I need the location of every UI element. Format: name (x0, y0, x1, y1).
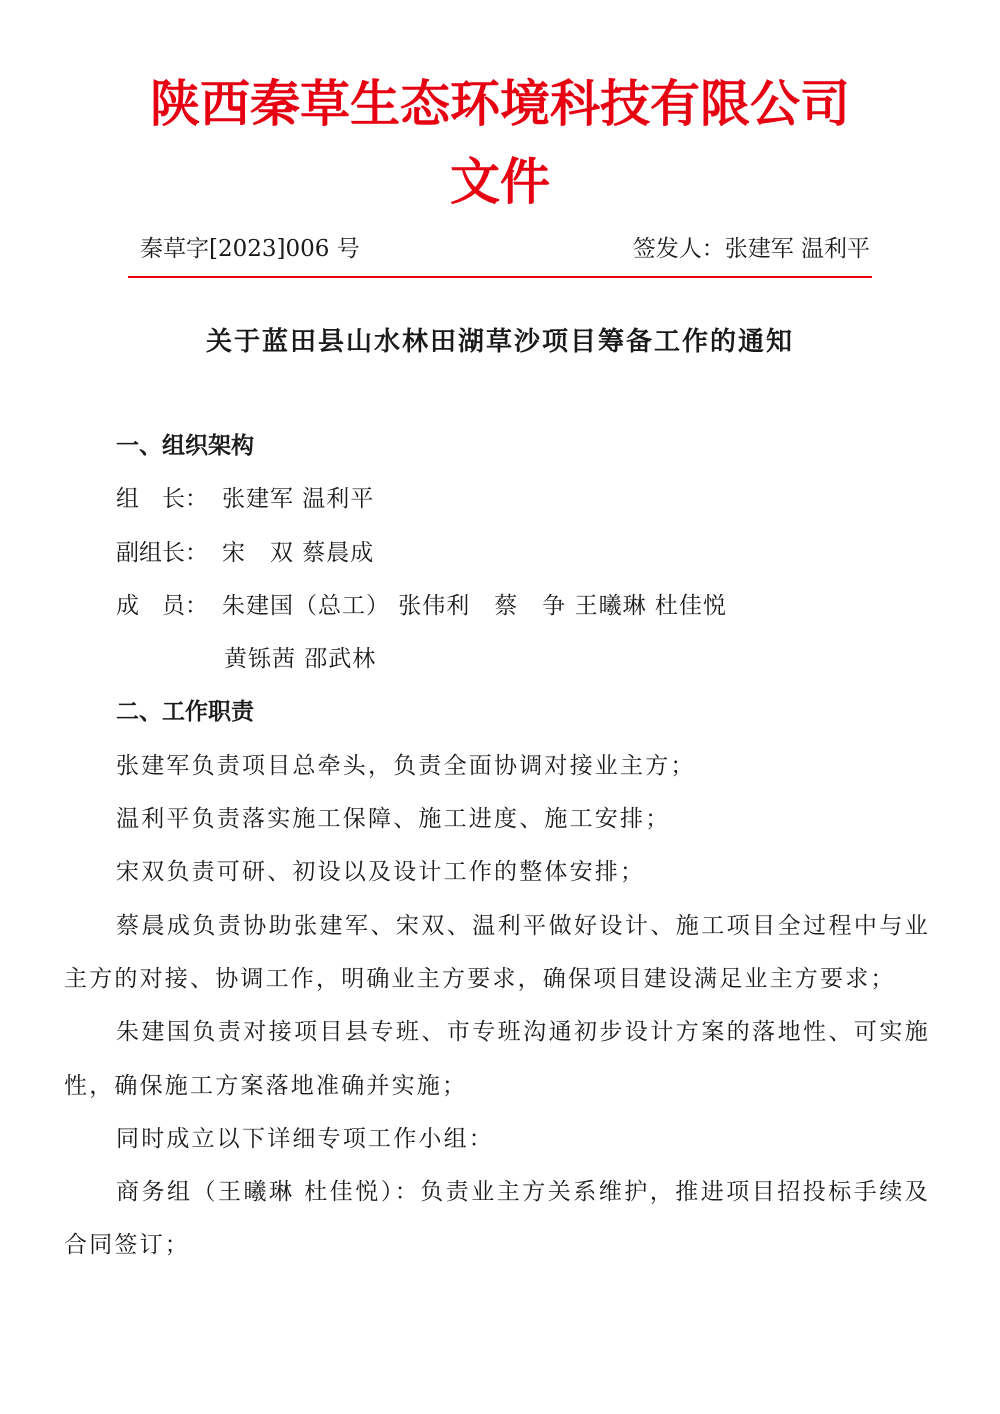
notice-title: 关于蓝田县山水林田湖草沙项目筹备工作的通知 (205, 327, 794, 357)
duty-paragraph: 同时成立以下详细专项工作小组： (116, 1125, 494, 1152)
members-continuation: 黄铄茜 邵武林 (224, 646, 377, 673)
org-name-header: 陕西秦草生态环境科技有限公司 (150, 75, 850, 133)
document-meta-row (140, 232, 870, 266)
duty-paragraph: 张建军负责项目总牵头，负责全面协调对接业主方； (116, 752, 696, 779)
members-row (64, 580, 930, 633)
duty-paragraph: 朱建国负责对接项目县专班、市专班沟通初步设计方案的落地性、可实施性，确保施工方案落地准确并实施； (64, 1019, 930, 1099)
document-body (64, 420, 930, 1273)
deputy-label: 副组长： (116, 539, 208, 566)
red-divider-line (128, 276, 872, 278)
document-number: 秦草字[2023]006 号 (140, 236, 360, 262)
duty-paragraph: 温利平负责落实施工保障、施工进度、施工安排； (116, 806, 671, 833)
section-heading-duties: 二、工作职责 (116, 699, 254, 726)
section-heading-organization: 一、组织架构 (116, 433, 254, 459)
document-kind-header: 文件 (450, 153, 550, 211)
members-value: 朱建国（总工） 张伟利 蔡 争 王曦琳 杜佳悦 (222, 592, 727, 619)
leader-value: 张建军 温利平 (222, 486, 375, 513)
duty-paragraph: 商务组（王曦琳 杜佳悦）：负责业主方关系维护，推进项目招投标手续及合同签订； (64, 1179, 930, 1259)
duty-paragraph: 蔡晨成负责协助张建军、宋双、温利平做好设计、施工项目全过程中与业主方的对接、协调工作，明确业主方要求，确保项目建设满足业主方要求； (64, 912, 930, 992)
issuer (633, 232, 870, 266)
leader-label: 组 长： (116, 486, 208, 513)
members-label: 成 员： (116, 592, 208, 619)
leader-row (64, 473, 930, 526)
issuer-names: 张建军 温利平 (724, 236, 870, 262)
duty-paragraph: 宋双负责可研、初设以及设计工作的整体安排； (116, 859, 646, 886)
issuer-label: 签发人： (632, 236, 725, 262)
deputy-row (64, 527, 930, 580)
deputy-value: 宋 双 蔡晨成 (222, 539, 375, 566)
